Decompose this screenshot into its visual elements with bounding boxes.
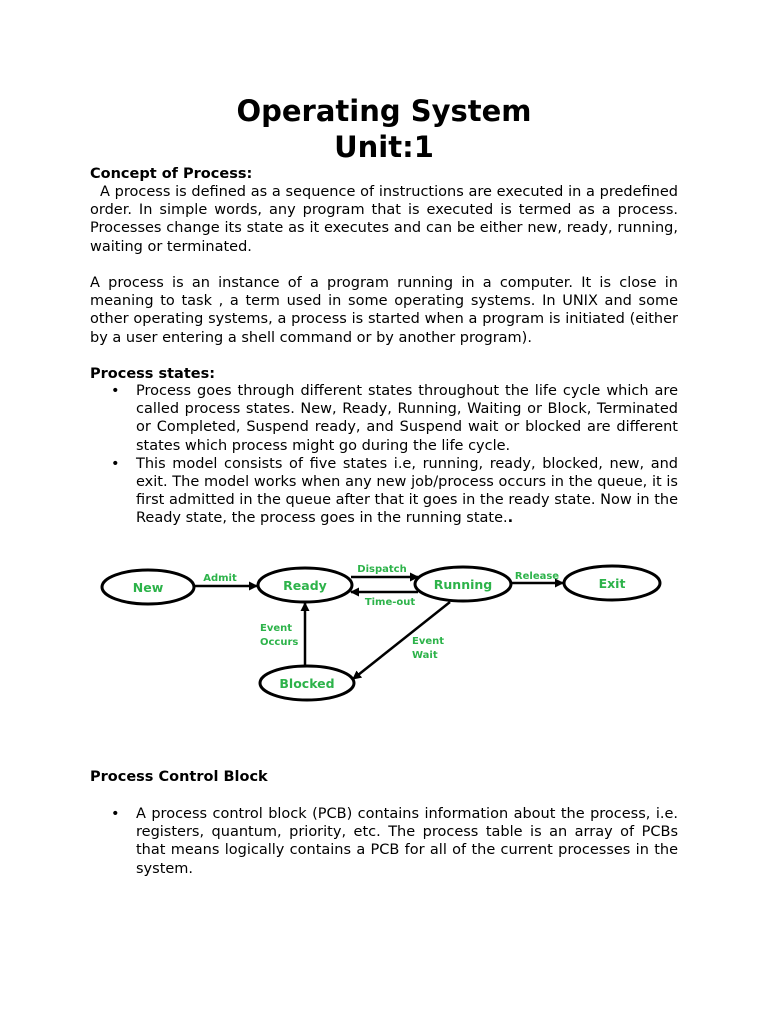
list-item-text: Process goes through different states throughout the life cycle which are called process states. New, Ready, Running, Waiting or Block, Terminated or Completed, Suspend ready, and Suspend wait or blocked are different states which process might go during the life cycle. bbox=[136, 383, 678, 454]
bullet-icon: • bbox=[111, 806, 120, 822]
state-blocked-label: Blocked bbox=[279, 676, 335, 691]
concept-paragraph-1: A process is defined as a sequence of instructions are executed in a predefined order. In simple words, any program that is executed is termed as a process. Processes change its state as it executes and can be either new, ready, running, waiting or terminated. bbox=[90, 184, 678, 255]
concept-heading: Concept of Process: bbox=[90, 166, 253, 182]
event-occurs-label-line2: Occurs bbox=[260, 637, 299, 648]
bullet-icon: • bbox=[111, 383, 120, 399]
pcb-heading: Process Control Block bbox=[90, 769, 268, 785]
dispatch-label: Dispatch bbox=[357, 564, 407, 575]
state-new-label: New bbox=[132, 580, 164, 595]
list-item bbox=[90, 805, 678, 878]
concept-paragraph-2: A process is an instance of a program running in a computer. It is close in meaning to task , a term used in some operating systems. In UNIX and some other operating systems, a process is started when a program is initiated (either by a user entering a shell command or by another program). bbox=[90, 275, 678, 346]
state-running-label: Running bbox=[433, 577, 493, 592]
event-wait-label-line1: Event bbox=[412, 636, 445, 647]
admit-label: Admit bbox=[203, 573, 237, 584]
list-item bbox=[90, 382, 678, 455]
event-occurs-label-line1: Event bbox=[260, 623, 293, 634]
timeout-label: Time-out bbox=[364, 597, 416, 608]
pcb-list bbox=[90, 805, 678, 878]
process-states-heading: Process states: bbox=[90, 366, 216, 382]
process-states-list bbox=[90, 382, 678, 528]
state-ready-label: Ready bbox=[283, 578, 327, 593]
process-state-diagram bbox=[95, 555, 670, 715]
list-item bbox=[90, 455, 678, 528]
list-item-text: This model consists of five states i.e, running, ready, blocked, new, and exit. The model works when any new job/process occurs in the queue, it is first admitted in the queue after that it goes in the ready state. Now in the Ready state, the process goes in the running state. bbox=[136, 455, 678, 527]
event-wait-label-line2: Wait bbox=[412, 650, 438, 661]
document-title: Operating System bbox=[236, 94, 532, 128]
document-subtitle: Unit:1 bbox=[334, 130, 434, 164]
state-exit-label: Exit bbox=[598, 576, 626, 591]
bullet-icon: • bbox=[111, 455, 120, 472]
list-item-text: A process control block (PCB) contains information about the process, i.e. registers, quantum, priority, etc. The process table is an array of PCBs that means logically contains a PCB for all of the current processes in the system. bbox=[136, 806, 678, 877]
release-label: Release bbox=[514, 571, 560, 582]
trailing-period: . bbox=[507, 510, 514, 527]
